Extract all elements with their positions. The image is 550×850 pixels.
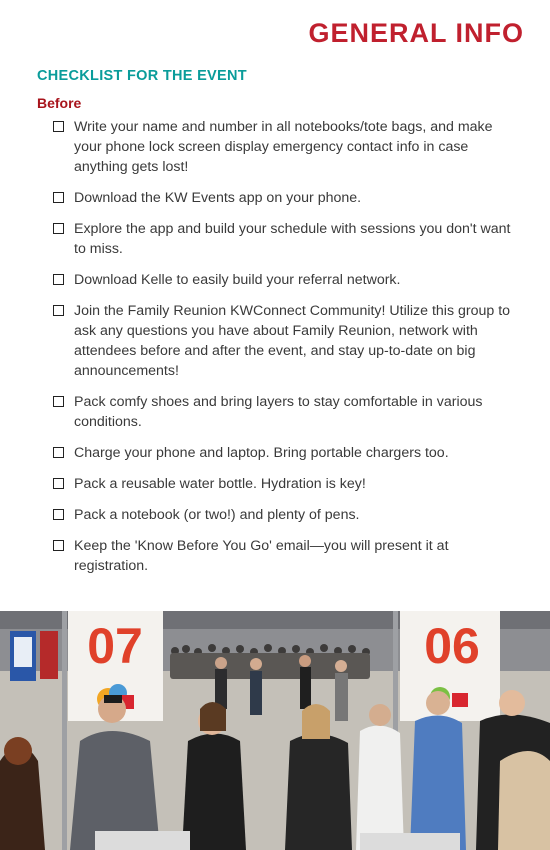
checklist-item-text: Pack comfy shoes and bring layers to stay comfortable in various conditions. — [74, 394, 483, 430]
booth-number-07: 07 — [87, 618, 143, 674]
checklist-item-text: Join the Family Reunion KWConnect Community! Utilize this group to ask any questions you have about Family Reunion, network with attendees before and after the event, and stay up-to-date on big announcements! — [74, 303, 511, 379]
kw-logo-icon — [452, 693, 468, 707]
checklist-item — [53, 505, 515, 525]
checklist-item — [53, 474, 515, 494]
checkbox-icon[interactable] — [53, 274, 64, 285]
section-heading: CHECKLIST FOR THE EVENT — [37, 68, 247, 84]
checklist-item-text: Pack a notebook (or two!) and plenty of pens. — [74, 507, 360, 523]
checkbox-icon[interactable] — [53, 478, 64, 489]
checkbox-icon[interactable] — [53, 192, 64, 203]
event-photo-illustration — [0, 611, 550, 850]
checklist-item — [53, 301, 515, 381]
checkbox-icon[interactable] — [53, 223, 64, 234]
booth-number-06: 06 — [424, 618, 480, 674]
checklist-item-text: Write your name and number in all notebooks/tote bags, and make your phone lock screen display emergency contact info in case anything gets lost! — [74, 119, 493, 175]
checklist-item-text: Keep the 'Know Before You Go' email—you will present it at registration. — [74, 538, 449, 574]
event-checklist — [53, 117, 515, 587]
event-photo — [0, 611, 550, 850]
checklist-item-text: Pack a reusable water bottle. Hydration is key! — [74, 476, 366, 492]
checklist-item — [53, 117, 515, 177]
page-title: GENERAL INFO — [308, 18, 524, 48]
checklist-item-text: Download the KW Events app on your phone. — [74, 190, 362, 206]
checkbox-icon[interactable] — [53, 121, 64, 132]
booth-counter — [95, 831, 190, 850]
checklist-item — [53, 443, 515, 463]
checklist-item — [53, 188, 515, 208]
booth-counter — [360, 833, 460, 850]
checkbox-icon[interactable] — [53, 540, 64, 551]
checklist-item — [53, 392, 515, 432]
checkbox-icon[interactable] — [53, 396, 64, 407]
checklist-item — [53, 270, 515, 290]
checkbox-icon[interactable] — [53, 305, 64, 316]
checklist-item — [53, 536, 515, 576]
before-subheading: Before — [37, 95, 82, 111]
checklist-item — [53, 219, 515, 259]
checklist-item-text: Explore the app and build your schedule with sessions you don't want to miss. — [74, 221, 511, 257]
checkbox-icon[interactable] — [53, 447, 64, 458]
checkbox-icon[interactable] — [53, 509, 64, 520]
checklist-item-text: Download Kelle to easily build your referral network. — [74, 272, 401, 288]
checklist-item-text: Charge your phone and laptop. Bring portable chargers too. — [74, 445, 449, 461]
